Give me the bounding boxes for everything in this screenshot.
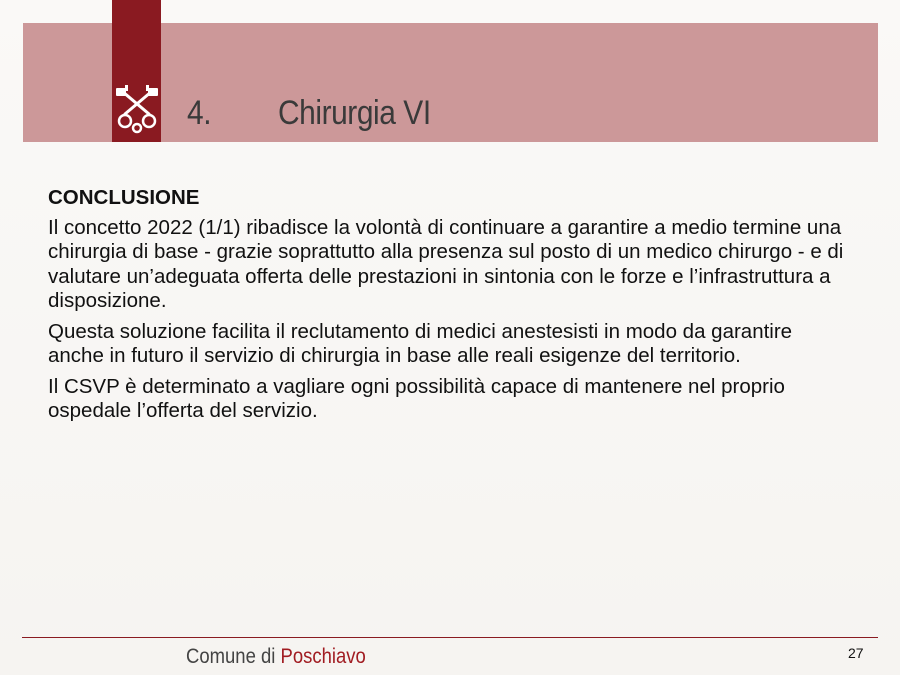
- footer-organization: [186, 645, 366, 669]
- page-number: 27: [848, 645, 864, 661]
- slide-section-number: 4.: [187, 94, 212, 132]
- paragraph-1: Il concetto 2022 (1/1) ribadisce la volontà di continuare a garantire a medio termine una chirurgia di base - grazie soprattutto alla presenza sul posto di un medico chirurgo - e di valutare un’adeguata offerta delle prestazioni in sintonia con le forze e l’infrastruttura a disposizione.: [48, 215, 844, 312]
- slide-title: Chirurgia VI: [278, 94, 431, 132]
- footer-prefix: Comune di: [186, 645, 281, 668]
- crossed-keys-crest-icon: [113, 84, 161, 136]
- footer-municipality-name: Poschiavo: [280, 645, 366, 668]
- footer-divider: [22, 637, 878, 638]
- paragraph-3: Il CSVP è determinato a vagliare ogni possibilità capace di mantenere nel proprio ospedale l’offerta del servizio.: [48, 374, 785, 422]
- paragraph-2: Questa soluzione facilita il reclutamento di medici anestesisti in modo da garantire anche in futuro il servizio di chirurgia in base alle reali esigenze del territorio.: [48, 319, 793, 367]
- content-body: [48, 186, 848, 430]
- content-heading: CONCLUSIONE: [48, 186, 200, 209]
